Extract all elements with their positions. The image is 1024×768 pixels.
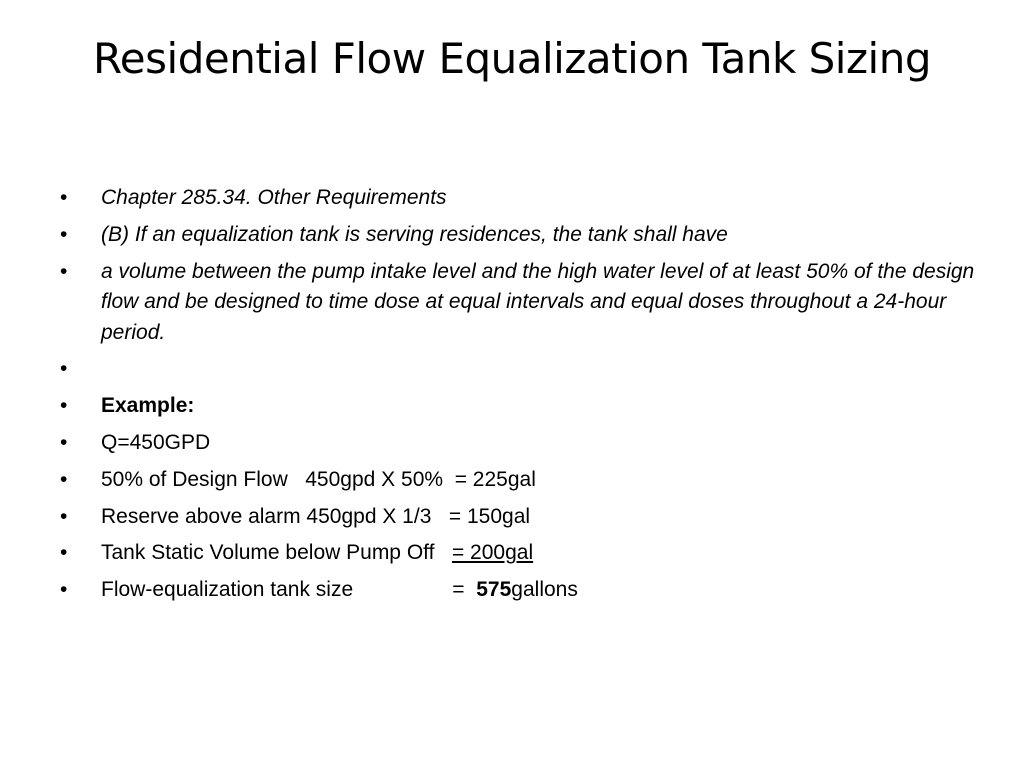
bullet-chapter xyxy=(56,183,976,214)
bullet-marker: • xyxy=(60,357,68,381)
bullet-marker: • xyxy=(60,259,68,283)
design-flow-text: 50% of Design Flow 450gpd X 50% = 225gal xyxy=(101,467,536,491)
total-value: 575 xyxy=(476,578,512,602)
bullet-reserve xyxy=(56,502,976,533)
reserve-text: Reserve above alarm 450gpd X 1/3 = 150gal xyxy=(101,504,531,528)
bullet-example xyxy=(56,391,976,422)
bullet-marker: • xyxy=(60,430,68,454)
total-unit: gallons xyxy=(511,578,578,602)
bullet-marker: • xyxy=(60,222,68,246)
bullet-rule-volume xyxy=(56,257,976,349)
rule-volume-text: a volume between the pump intake level and the high water level of at least 50% of the design flow and be designed to time dose at equal intervals and equal doses throughout a 24-hour period. xyxy=(101,259,975,344)
chapter-text: Chapter 285.34. Other Requirements xyxy=(101,186,447,209)
bullet-marker: • xyxy=(60,578,68,602)
bullet-q xyxy=(56,428,976,459)
bullet-total xyxy=(56,575,976,606)
slide-title: Residential Flow Equalization Tank Sizing xyxy=(93,34,931,83)
bullet-static-volume xyxy=(56,538,976,569)
bullet-marker: • xyxy=(60,504,68,528)
static-volume-label: Tank Static Volume below Pump Off xyxy=(101,541,452,565)
q-text: Q=450GPD xyxy=(101,430,211,454)
bullet-design-flow xyxy=(56,465,976,496)
bullet-marker: • xyxy=(60,467,68,491)
bullet-list xyxy=(56,183,976,612)
example-heading: Example: xyxy=(101,394,195,418)
bullet-empty xyxy=(56,354,976,385)
rule-b-text: (B) If an equalization tank is serving residences, the tank shall have xyxy=(101,222,728,246)
total-label: Flow-equalization tank size = xyxy=(101,578,477,602)
bullet-marker: • xyxy=(60,186,68,209)
bullet-marker: • xyxy=(60,394,68,418)
bullet-rule-b xyxy=(56,220,976,251)
static-volume-value: = 200gal xyxy=(451,541,534,565)
bullet-marker: • xyxy=(60,541,68,565)
